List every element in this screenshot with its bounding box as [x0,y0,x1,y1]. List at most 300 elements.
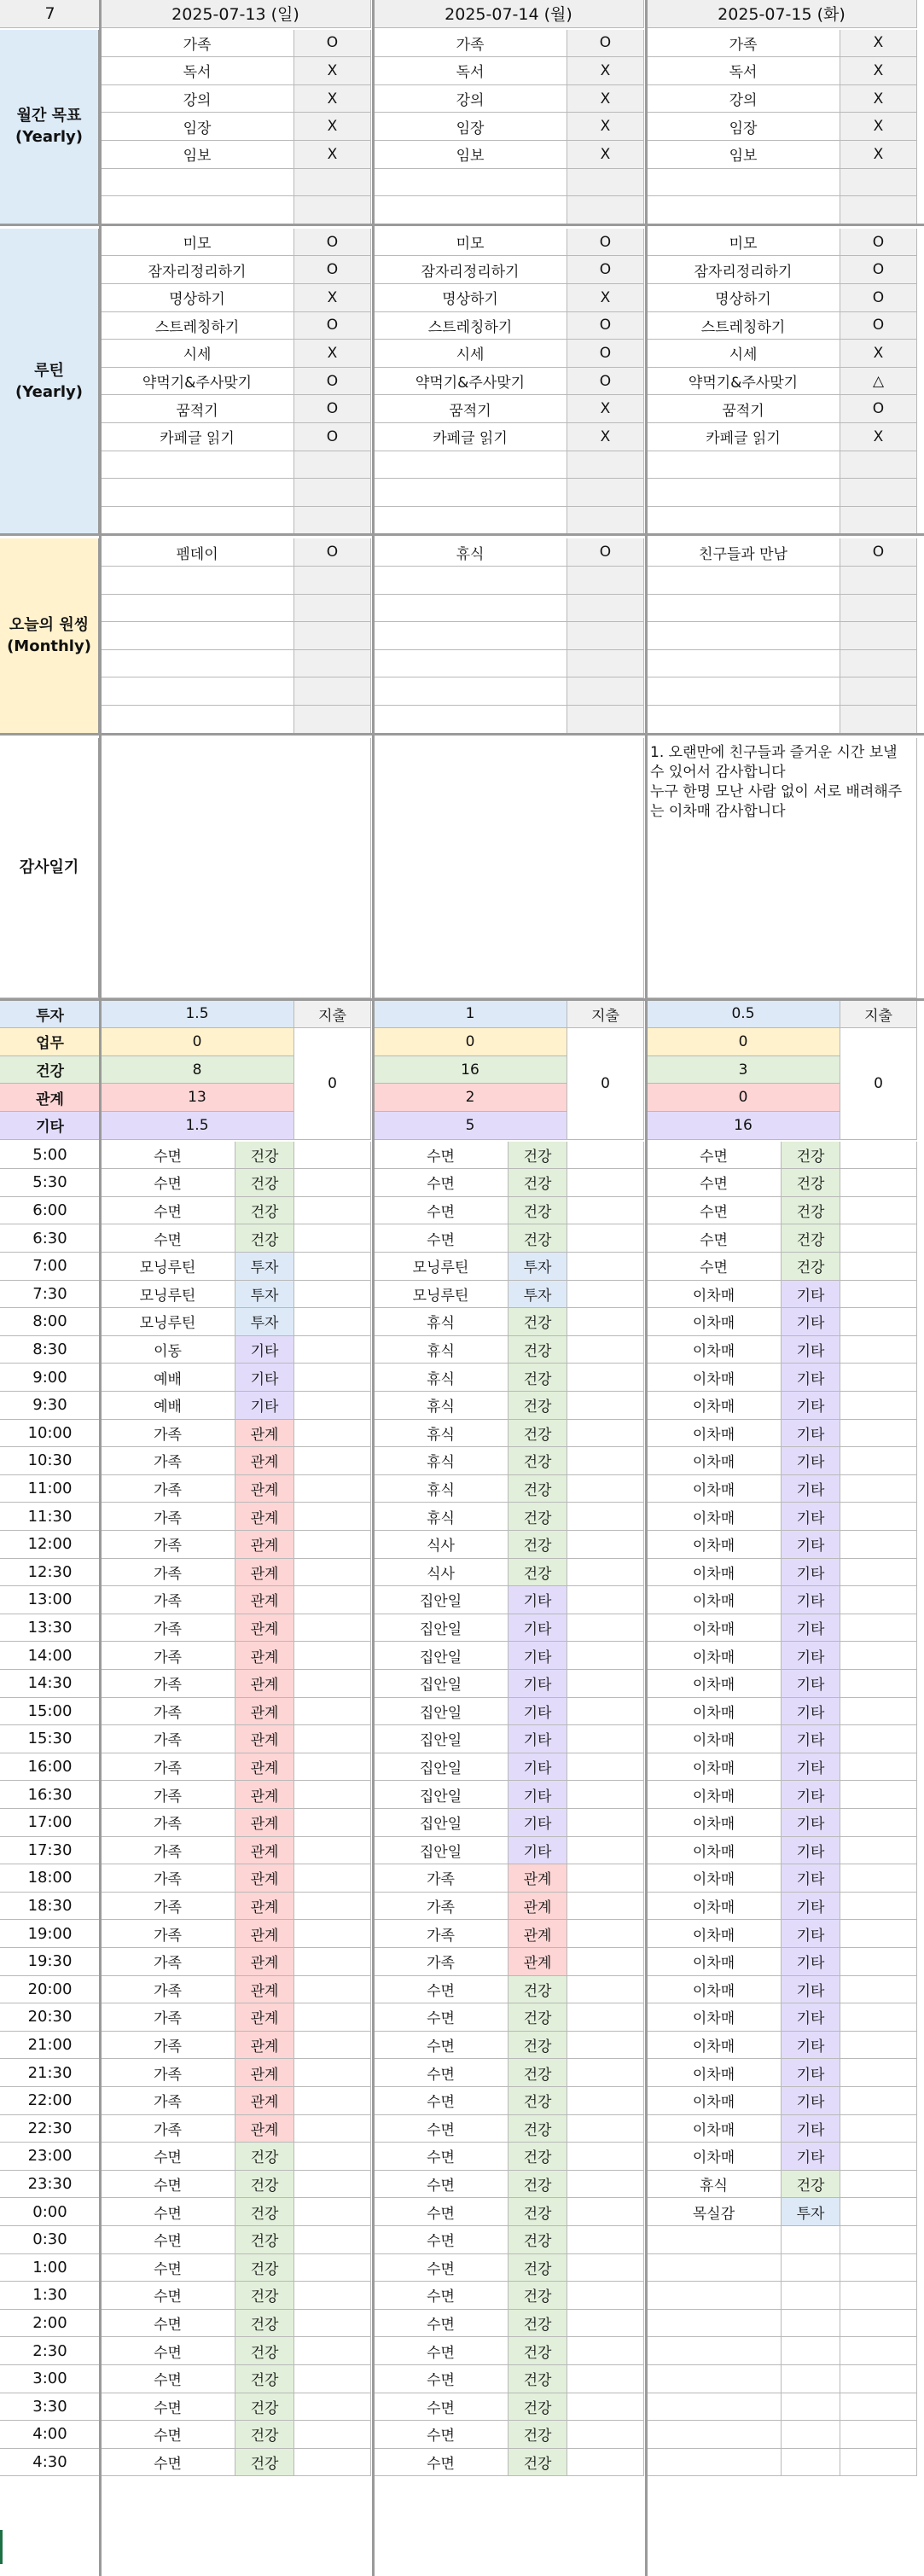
time-activity[interactable]: 이차매 [647,1670,782,1698]
time-activity[interactable]: 이차매 [647,2143,782,2171]
time-activity[interactable]: 가족 [101,2032,235,2060]
time-category[interactable]: 건강 [235,2393,294,2422]
goals-item[interactable]: 가족 [647,30,840,58]
time-category[interactable]: 건강 [508,2337,567,2365]
routine-check[interactable]: △ [840,368,917,396]
time-category[interactable]: 건강 [235,2337,294,2365]
time-extra[interactable] [567,1142,644,1170]
time-extra[interactable] [840,1670,917,1698]
time-extra[interactable] [294,2059,371,2087]
time-category[interactable]: 건강 [508,2059,567,2087]
time-extra[interactable] [294,1169,371,1197]
routine-item[interactable]: 잠자리정리하기 [647,256,840,284]
time-activity[interactable]: 가족 [101,1893,235,1921]
time-category[interactable]: 기타 [782,1531,840,1559]
routine-check[interactable] [567,479,644,507]
time-category[interactable]: 관계 [235,2087,294,2115]
routine-item[interactable]: 카페글 읽기 [647,423,840,451]
time-category[interactable]: 건강 [508,2003,567,2032]
time-extra[interactable] [294,1948,371,1976]
time-category[interactable]: 건강 [508,2032,567,2060]
time-extra[interactable] [840,1142,917,1170]
time-extra[interactable] [840,1392,917,1420]
time-activity[interactable]: 수면 [647,1169,782,1197]
wish-item[interactable]: 휴식 [374,538,567,567]
time-extra[interactable] [567,1503,644,1531]
time-category[interactable]: 관계 [235,1809,294,1837]
time-extra[interactable] [567,1976,644,2004]
time-extra[interactable] [294,2143,371,2171]
time-extra[interactable] [294,1753,371,1782]
time-category[interactable] [782,2226,840,2254]
time-activity[interactable]: 집안일 [374,1642,508,1670]
time-extra[interactable] [567,2449,644,2477]
time-category[interactable]: 건강 [782,1197,840,1225]
time-activity[interactable]: 수면 [101,2365,235,2393]
wish-check[interactable] [567,622,644,650]
time-category[interactable] [782,2449,840,2477]
time-activity[interactable]: 이차매 [647,1948,782,1976]
routine-check[interactable]: X [840,340,917,368]
time-extra[interactable] [840,2282,917,2310]
time-category[interactable] [782,2337,840,2365]
wish-check[interactable] [567,595,644,623]
time-extra[interactable] [294,1392,371,1420]
time-category[interactable]: 관계 [235,1920,294,1948]
time-extra[interactable] [840,1809,917,1837]
time-activity[interactable]: 집안일 [374,1725,508,1753]
routine-item[interactable]: 명상하기 [374,284,567,312]
time-activity[interactable]: 집안일 [374,1837,508,1865]
goals-item[interactable]: 독서 [101,57,294,85]
time-category[interactable]: 건강 [782,2171,840,2199]
time-category[interactable]: 건강 [235,1142,294,1170]
time-activity[interactable]: 모닝루틴 [101,1253,235,1281]
time-category[interactable]: 기타 [782,1864,840,1893]
time-category[interactable]: 관계 [235,2059,294,2087]
time-activity[interactable]: 이차매 [647,1503,782,1531]
time-extra[interactable] [840,1698,917,1726]
time-category[interactable]: 관계 [235,1670,294,1698]
day-header-2[interactable]: 2025-07-15 (화) [647,0,917,28]
time-activity[interactable]: 이차매 [647,1698,782,1726]
routine-item[interactable] [647,479,840,507]
time-activity[interactable]: 이차매 [647,1447,782,1475]
time-category[interactable]: 관계 [235,1725,294,1753]
time-activity[interactable]: 가족 [101,1809,235,1837]
time-category[interactable]: 건강 [235,2254,294,2282]
time-activity[interactable] [647,2226,782,2254]
time-activity[interactable]: 이차매 [647,1725,782,1753]
time-extra[interactable] [294,1142,371,1170]
time-activity[interactable]: 수면 [647,1197,782,1225]
goals-check[interactable]: X [294,141,371,169]
time-activity[interactable]: 가족 [101,1698,235,1726]
time-activity[interactable]: 수면 [374,2449,508,2477]
wish-item[interactable] [647,622,840,650]
time-extra[interactable] [840,2310,917,2338]
time-extra[interactable] [840,2365,917,2393]
time-extra[interactable] [294,2115,371,2143]
time-category[interactable]: 기타 [782,1475,840,1503]
time-activity[interactable]: 수면 [647,1224,782,1253]
time-category[interactable]: 관계 [235,1559,294,1587]
time-category[interactable]: 건강 [508,1224,567,1253]
time-extra[interactable] [840,1281,917,1309]
time-activity[interactable]: 이차매 [647,1364,782,1392]
time-activity[interactable]: 이차매 [647,1642,782,1670]
time-category[interactable]: 투자 [235,1253,294,1281]
routine-check[interactable] [294,507,371,535]
time-activity[interactable]: 집안일 [374,1698,508,1726]
time-activity[interactable]: 수면 [374,2337,508,2365]
time-extra[interactable] [567,2087,644,2115]
time-category[interactable]: 건강 [235,2365,294,2393]
expense-value-2[interactable]: 0 [840,1028,917,1139]
time-activity[interactable]: 목실감 [647,2198,782,2226]
time-category[interactable]: 건강 [782,1169,840,1197]
time-extra[interactable] [840,1447,917,1475]
time-activity[interactable]: 가족 [374,1893,508,1921]
routine-item[interactable]: 시세 [101,340,294,368]
time-category[interactable]: 기타 [782,1447,840,1475]
time-activity[interactable]: 가족 [101,2115,235,2143]
time-category[interactable] [782,2310,840,2338]
time-extra[interactable] [294,2337,371,2365]
routine-item[interactable]: 약먹기&주사맞기 [101,368,294,396]
time-category[interactable]: 건강 [508,1447,567,1475]
time-category[interactable]: 건강 [235,2421,294,2449]
time-extra[interactable] [294,1281,371,1309]
time-activity[interactable]: 이차매 [647,1614,782,1643]
wish-item[interactable] [647,677,840,706]
time-activity[interactable]: 가족 [101,1475,235,1503]
time-extra[interactable] [840,1420,917,1448]
time-extra[interactable] [294,1308,371,1336]
wish-check[interactable] [840,650,917,678]
time-extra[interactable] [294,2198,371,2226]
time-activity[interactable]: 가족 [101,1837,235,1865]
goals-check[interactable] [294,169,371,197]
time-activity[interactable]: 가족 [101,1642,235,1670]
time-activity[interactable]: 집안일 [374,1670,508,1698]
time-extra[interactable] [294,1642,371,1670]
time-category[interactable] [782,2254,840,2282]
time-activity[interactable] [647,2449,782,2477]
wish-item[interactable] [647,567,840,595]
wish-item[interactable]: 친구들과 만남 [647,538,840,567]
time-activity[interactable]: 수면 [374,2282,508,2310]
time-extra[interactable] [840,1864,917,1893]
time-category[interactable]: 건강 [235,2226,294,2254]
time-activity[interactable]: 휴식 [374,1364,508,1392]
time-category[interactable]: 건강 [782,1142,840,1170]
time-category[interactable]: 관계 [235,1864,294,1893]
goals-check[interactable]: X [840,85,917,113]
time-category[interactable]: 기타 [782,1503,840,1531]
time-extra[interactable] [567,2059,644,2087]
wish-check[interactable] [840,677,917,706]
routine-item[interactable]: 스트레칭하기 [647,312,840,340]
time-extra[interactable] [840,1197,917,1225]
expense-value-1[interactable]: 0 [567,1028,644,1139]
time-extra[interactable] [840,2032,917,2060]
time-extra[interactable] [294,1586,371,1614]
time-extra[interactable] [567,2003,644,2032]
routine-item[interactable] [101,451,294,480]
time-activity[interactable]: 수면 [374,2421,508,2449]
time-category[interactable]: 관계 [235,1781,294,1809]
time-extra[interactable] [567,2198,644,2226]
goals-item[interactable]: 가족 [101,30,294,58]
routine-check[interactable] [840,507,917,535]
wish-check[interactable] [567,650,644,678]
time-activity[interactable]: 이동 [101,1336,235,1364]
time-category[interactable]: 기타 [508,1614,567,1643]
goals-item[interactable]: 임장 [101,113,294,141]
time-activity[interactable]: 이차매 [647,2115,782,2143]
time-activity[interactable]: 이차매 [647,1893,782,1921]
time-category[interactable]: 건강 [508,1142,567,1170]
time-activity[interactable]: 수면 [374,2171,508,2199]
goals-check[interactable] [294,196,371,224]
time-category[interactable]: 건강 [508,1169,567,1197]
goals-check[interactable]: X [567,141,644,169]
time-extra[interactable] [840,1837,917,1865]
wish-item[interactable] [101,622,294,650]
routine-item[interactable]: 명상하기 [647,284,840,312]
routine-check[interactable]: X [567,423,644,451]
time-category[interactable]: 투자 [508,1253,567,1281]
time-category[interactable]: 건강 [508,2393,567,2422]
time-extra[interactable] [294,1614,371,1643]
time-extra[interactable] [840,2115,917,2143]
time-category[interactable]: 관계 [235,2003,294,2032]
time-category[interactable]: 기타 [782,1614,840,1643]
goals-item[interactable]: 강의 [101,85,294,113]
goals-check[interactable]: X [294,113,371,141]
time-activity[interactable]: 수면 [647,1253,782,1281]
time-category[interactable]: 건강 [508,2282,567,2310]
time-category[interactable]: 기타 [508,1781,567,1809]
time-category[interactable]: 건강 [508,1475,567,1503]
time-activity[interactable]: 집안일 [374,1753,508,1782]
time-activity[interactable]: 가족 [101,2059,235,2087]
routine-check[interactable]: O [294,368,371,396]
time-extra[interactable] [840,1920,917,1948]
time-extra[interactable] [567,1586,644,1614]
goals-check[interactable]: O [567,30,644,58]
time-activity[interactable]: 수면 [374,2003,508,2032]
goals-check[interactable] [567,196,644,224]
time-activity[interactable]: 수면 [101,1197,235,1225]
time-category[interactable]: 관계 [235,1893,294,1921]
routine-item[interactable]: 잠자리정리하기 [101,256,294,284]
goals-check[interactable]: O [294,30,371,58]
time-activity[interactable]: 이차매 [647,1781,782,1809]
goals-item[interactable] [374,196,567,224]
time-activity[interactable]: 수면 [374,2087,508,2115]
time-category[interactable]: 건강 [508,2254,567,2282]
time-activity[interactable]: 수면 [374,2365,508,2393]
time-extra[interactable] [294,2171,371,2199]
time-extra[interactable] [294,2282,371,2310]
routine-item[interactable]: 미모 [101,229,294,257]
routine-item[interactable] [647,507,840,535]
time-activity[interactable]: 수면 [374,2310,508,2338]
time-category[interactable]: 기타 [508,1670,567,1698]
time-category[interactable]: 관계 [235,2115,294,2143]
time-activity[interactable]: 가족 [101,1948,235,1976]
time-category[interactable]: 기타 [782,1753,840,1782]
time-extra[interactable] [294,2003,371,2032]
goals-item[interactable]: 임보 [101,141,294,169]
time-category[interactable]: 기타 [782,1281,840,1309]
routine-item[interactable]: 카페글 읽기 [101,423,294,451]
time-extra[interactable] [294,2393,371,2422]
time-activity[interactable]: 수면 [374,2254,508,2282]
time-activity[interactable]: 수면 [374,2059,508,2087]
routine-check[interactable]: O [840,229,917,257]
time-category[interactable]: 기타 [782,1420,840,1448]
goals-item[interactable]: 가족 [374,30,567,58]
goals-check[interactable] [567,169,644,197]
time-activity[interactable]: 가족 [101,1976,235,2004]
time-activity[interactable]: 수면 [374,1197,508,1225]
routine-item[interactable] [101,479,294,507]
routine-item[interactable] [374,479,567,507]
time-extra[interactable] [567,1781,644,1809]
time-activity[interactable]: 이차매 [647,1281,782,1309]
wish-check[interactable] [294,595,371,623]
time-extra[interactable] [840,1253,917,1281]
time-extra[interactable] [567,1281,644,1309]
time-category[interactable]: 건강 [508,2226,567,2254]
time-extra[interactable] [294,1336,371,1364]
routine-item[interactable]: 스트레칭하기 [374,312,567,340]
time-extra[interactable] [840,2226,917,2254]
routine-check[interactable]: O [840,312,917,340]
time-activity[interactable]: 모닝루틴 [101,1308,235,1336]
routine-check[interactable]: O [294,229,371,257]
time-extra[interactable] [840,1308,917,1336]
time-extra[interactable] [294,1976,371,2004]
wish-item[interactable] [101,595,294,623]
time-extra[interactable] [567,1920,644,1948]
time-extra[interactable] [840,2393,917,2422]
time-activity[interactable]: 수면 [374,2032,508,2060]
time-extra[interactable] [567,1169,644,1197]
time-activity[interactable]: 가족 [101,1781,235,1809]
time-activity[interactable]: 가족 [101,1531,235,1559]
wish-check[interactable] [294,706,371,734]
time-activity[interactable]: 가족 [101,1670,235,1698]
time-activity[interactable]: 이차매 [647,1392,782,1420]
time-activity[interactable]: 이차매 [647,1586,782,1614]
day-header-1[interactable]: 2025-07-14 (월) [374,0,644,28]
goals-item[interactable]: 독서 [374,57,567,85]
time-category[interactable]: 관계 [235,1837,294,1865]
wish-item[interactable]: 펨데이 [101,538,294,567]
time-category[interactable]: 건강 [508,2143,567,2171]
time-extra[interactable] [567,1392,644,1420]
time-extra[interactable] [567,1420,644,1448]
time-category[interactable]: 기타 [782,2032,840,2060]
time-extra[interactable] [840,1475,917,1503]
time-activity[interactable]: 이차매 [647,1837,782,1865]
time-category[interactable]: 건강 [508,1531,567,1559]
time-extra[interactable] [567,1698,644,1726]
day-header-0[interactable]: 2025-07-13 (일) [101,0,371,28]
routine-check[interactable] [294,451,371,480]
wish-item[interactable] [647,650,840,678]
time-category[interactable] [782,2421,840,2449]
time-extra[interactable] [567,2421,644,2449]
time-activity[interactable]: 수면 [101,1224,235,1253]
time-extra[interactable] [567,1809,644,1837]
time-activity[interactable]: 예배 [101,1392,235,1420]
time-extra[interactable] [294,2449,371,2477]
time-activity[interactable]: 수면 [374,1169,508,1197]
time-activity[interactable]: 휴식 [374,1308,508,1336]
routine-check[interactable]: O [840,395,917,423]
time-extra[interactable] [840,1893,917,1921]
time-activity[interactable]: 식사 [374,1559,508,1587]
time-extra[interactable] [294,1781,371,1809]
time-category[interactable]: 기타 [782,2003,840,2032]
time-activity[interactable]: 가족 [101,1447,235,1475]
time-extra[interactable] [567,1364,644,1392]
time-activity[interactable]: 휴식 [374,1503,508,1531]
time-category[interactable]: 건강 [508,2198,567,2226]
time-extra[interactable] [294,1364,371,1392]
time-extra[interactable] [567,1725,644,1753]
time-extra[interactable] [294,2032,371,2060]
routine-check[interactable]: X [567,284,644,312]
goals-item[interactable] [647,196,840,224]
time-category[interactable]: 기타 [235,1392,294,1420]
time-category[interactable]: 건강 [508,1336,567,1364]
time-activity[interactable]: 수면 [374,2393,508,2422]
time-activity[interactable]: 휴식 [374,1420,508,1448]
time-activity[interactable]: 이차매 [647,2059,782,2087]
time-activity[interactable]: 수면 [374,2198,508,2226]
time-activity[interactable]: 가족 [101,2087,235,2115]
time-extra[interactable] [294,1475,371,1503]
time-extra[interactable] [294,2421,371,2449]
time-category[interactable]: 건강 [235,1197,294,1225]
time-extra[interactable] [840,1336,917,1364]
time-category[interactable]: 기타 [782,1642,840,1670]
routine-item[interactable] [101,507,294,535]
time-category[interactable]: 기타 [782,1837,840,1865]
routine-check[interactable] [840,451,917,480]
time-extra[interactable] [567,2310,644,2338]
time-extra[interactable] [567,1447,644,1475]
time-category[interactable]: 건강 [235,2310,294,2338]
wish-check[interactable]: O [567,538,644,567]
wish-item[interactable] [374,595,567,623]
time-activity[interactable]: 이차매 [647,1559,782,1587]
time-category[interactable]: 기타 [782,2087,840,2115]
goals-item[interactable]: 임장 [647,113,840,141]
time-category[interactable]: 건강 [508,2421,567,2449]
time-category[interactable]: 관계 [235,1586,294,1614]
time-extra[interactable] [294,1197,371,1225]
routine-item[interactable]: 약먹기&주사맞기 [374,368,567,396]
time-activity[interactable]: 수면 [101,2310,235,2338]
time-extra[interactable] [294,1447,371,1475]
